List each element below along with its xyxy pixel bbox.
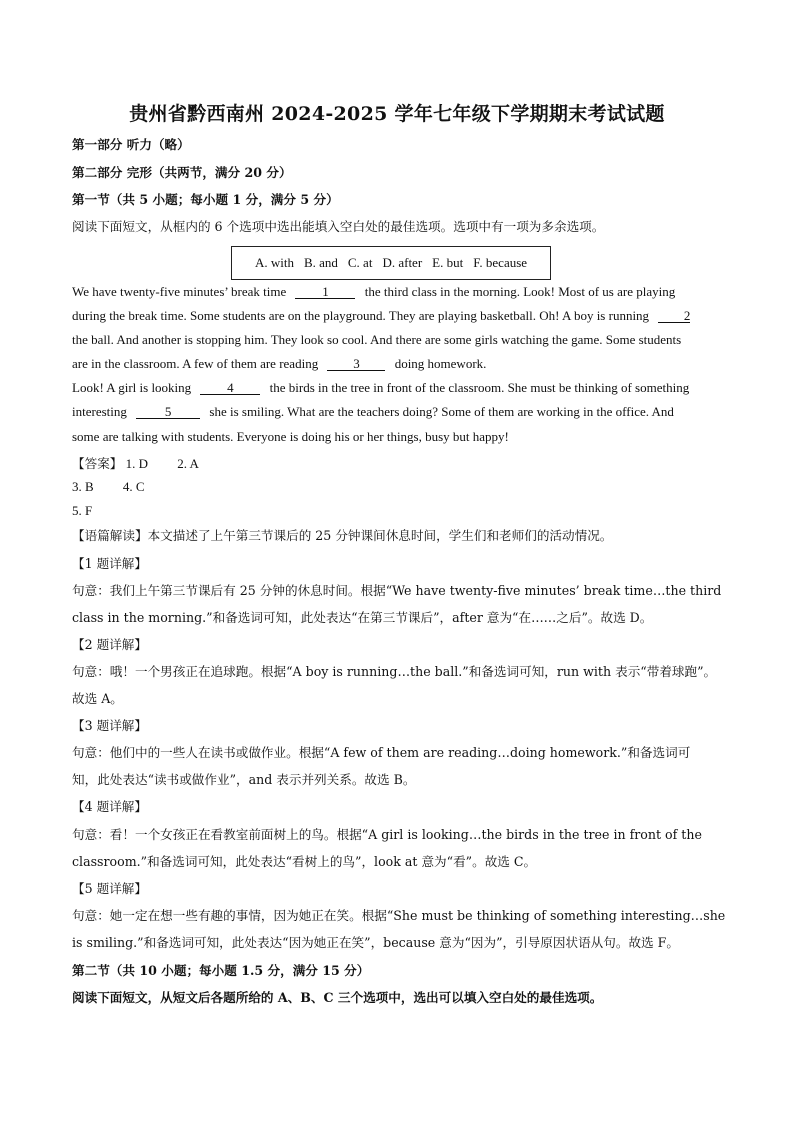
part1-heading: 第一部分 听力（略） [72, 137, 190, 152]
section2-instruction: 阅读下面短文，从短文后各题所给的 A、B、C 三个选项中，选出可以填入空白处的最佳选项。 [72, 990, 603, 1005]
passage-text: interesting [72, 404, 127, 419]
part2-heading: 第二部分 完形（共两节，满分 20 分） [72, 165, 292, 180]
blank-3: 3 [327, 357, 385, 371]
q3-explanation-1: 句意：他们中的一些人在读书或做作业。根据“A few of them are reading…doing homework.”和备选词可 [72, 745, 691, 760]
q4-heading: 【4 题详解】 [72, 799, 147, 814]
option-d: D. after [382, 255, 423, 270]
q5-explanation-2: is smiling.”和备选词可知，此处表达“因为她正在笑”，because 意为“因为”，引导原因状语从句。故选 F。 [72, 935, 679, 950]
passage-text: are in the classroom. A few of them are reading [72, 356, 319, 371]
q3-explanation-2: 知，此处表达“读书或做作业”，and 表示并列关系。故选 B。 [72, 772, 416, 787]
option-b: B. and [303, 255, 338, 270]
answers-label: 【答案】 [72, 456, 123, 471]
answers-row-2 [72, 479, 145, 495]
q3-heading: 【3 题详解】 [72, 718, 147, 733]
passage-line-4 [72, 355, 732, 373]
q1-explanation-2: class in the morning.”和备选词可知，此处表达“在第三节课后”，after 意为“在……之后”。故选 D。 [72, 610, 653, 625]
q5-heading: 【5 题详解】 [72, 881, 147, 896]
blank-1: 1 [295, 285, 355, 299]
q1-heading: 【1 题详解】 [72, 556, 147, 571]
passage-line-3: the ball. And another is stopping him. They look so cool. And there are some girls watching the game. Some students [72, 332, 682, 347]
section2-heading: 第二节（共 10 小题；每小题 1.5 分，满分 15 分） [72, 963, 370, 978]
answer-5: 5. F [72, 503, 93, 518]
q1-explanation-1: 句意：我们上午第三节课后有 25 分钟的休息时间。根据“We have twenty-five minutes’ break time…the third [72, 583, 722, 598]
q4-explanation-1: 句意：看！一个女孩正在看教室前面树上的鸟。根据“A girl is looking…the birds in the tree in front of the [72, 827, 702, 842]
q5-explanation-1: 句意：她一定在想一些有趣的事情，因为她正在笑。根据“She must be thinking of something interesting…she [72, 908, 726, 923]
options-box [231, 246, 551, 280]
q4-explanation-2: classroom.”和备选词可知，此处表达“看树上的鸟”，look at 意为“看”。故选 C。 [72, 854, 537, 869]
passage-text: doing homework. [394, 356, 487, 371]
passage-line-2 [72, 307, 732, 325]
section1-instruction: 阅读下面短文，从框内的 6 个选项中选出能填入空白处的最佳选项。选项中有一项为多余选项。 [72, 219, 605, 234]
blank-2: 2 [658, 309, 690, 323]
passage-text: We have twenty-five minutes’ break time [72, 284, 287, 299]
q2-explanation-2: 故选 A。 [72, 691, 123, 706]
passage-text: the third class in the morning. Look! Most of us are playing [364, 284, 676, 299]
passage-line-7: some are talking with students. Everyone is doing his or her things, busy but happy! [72, 429, 509, 444]
option-a: A. with [254, 255, 294, 270]
blank-5: 5 [136, 405, 200, 419]
passage-line-5 [72, 379, 732, 397]
answer-4: 4. C [122, 479, 145, 494]
passage-line-6 [72, 403, 732, 421]
passage-text: the birds in the tree in front of the classroom. She must be thinking of something [269, 380, 690, 395]
option-c: C. at [347, 255, 373, 270]
q2-explanation-1: 句意：哦！一个男孩正在追球跑。根据“A boy is running…the ball.”和备选词可知，run with 表示“带着球跑”。 [72, 664, 717, 679]
q2-heading: 【2 题详解】 [72, 637, 147, 652]
reading-note: 【语篇解读】本文描述了上午第三节课后的 25 分钟课间休息时间，学生们和老师们的活动情况。 [72, 528, 613, 543]
option-e: E. but [432, 255, 464, 270]
passage-text: Look! A girl is looking [72, 380, 192, 395]
answer-3: 3. B [72, 479, 94, 494]
answer-1: 1. D [125, 456, 149, 471]
passage-line-1 [72, 283, 732, 301]
page-title: 贵州省黔西南州 2024-2025 学年七年级下学期期末考试试题 [129, 103, 665, 125]
blank-4: 4 [200, 381, 260, 395]
passage-text: during the break time. Some students are on the playground. They are playing basketball. Oh! A boy is running [72, 308, 650, 323]
answers-row-3 [72, 503, 92, 519]
answer-2: 2. A [177, 456, 199, 471]
section1-heading: 第一节（共 5 小题；每小题 1 分，满分 5 分） [72, 192, 339, 207]
passage-text: she is smiling. What are the teachers doing? Some of them are working in the office. And [209, 404, 674, 419]
answers-row-1 [72, 453, 199, 472]
option-f: F. because [473, 255, 528, 270]
